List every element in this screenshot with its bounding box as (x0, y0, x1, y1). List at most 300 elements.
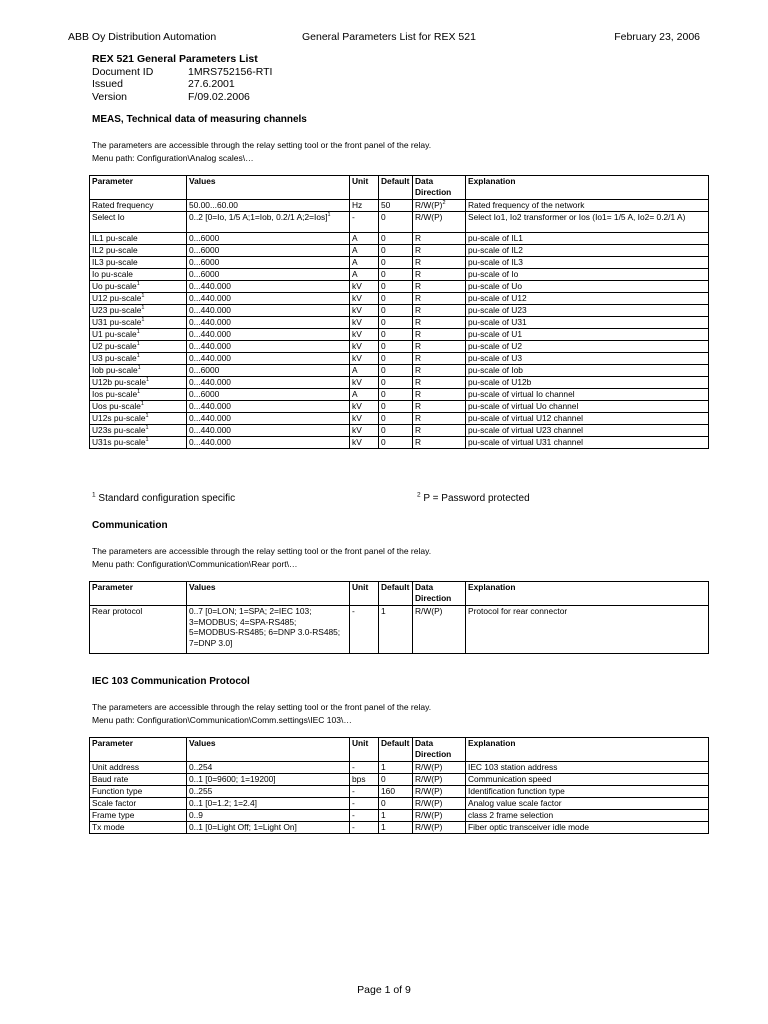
cell-default (379, 281, 413, 293)
column-header-line: Data (415, 582, 434, 592)
cell-parameter (90, 365, 187, 377)
cell-default (379, 786, 413, 798)
table-row (90, 786, 709, 798)
header-company: ABB Oy Distribution Automation (68, 31, 217, 43)
cell-unit (350, 798, 379, 810)
cell-default (379, 606, 413, 654)
cell-data-direction (413, 281, 466, 293)
footnote-mark: 1 (92, 491, 96, 499)
cell-values (187, 245, 350, 257)
cell-default-text: 0 (381, 413, 386, 423)
cell-unit (350, 413, 379, 425)
cell-values-text: 0..1 [0=Light Off; 1=Light On] (189, 822, 297, 832)
meas-parameter-table (89, 175, 709, 449)
cell-default-text: 0 (381, 425, 386, 435)
cell-data-direction (413, 200, 466, 212)
cell-values (187, 774, 350, 786)
cell-unit (350, 377, 379, 389)
cell-default (379, 798, 413, 810)
cell-data-direction (413, 810, 466, 822)
column-header-line: Direction (415, 592, 452, 603)
cell-values (187, 317, 350, 329)
cell-parameter (90, 401, 187, 413)
cell-default (379, 317, 413, 329)
cell-unit (350, 200, 379, 212)
cell-data-direction (413, 606, 466, 654)
footnote-ref: 2 (442, 200, 446, 207)
cell-parameter-text: U31s pu-scale (92, 437, 146, 447)
cell-data-direction-text: R (415, 401, 422, 411)
cell-data-direction (413, 774, 466, 786)
footnote-text: P = Password protected (420, 493, 530, 504)
cell-explanation-text: pu-scale of virtual U23 channel (468, 425, 583, 435)
cell-unit-text: - (352, 212, 355, 222)
cell-explanation-text: pu-scale of U31 (468, 317, 527, 327)
cell-parameter (90, 212, 187, 233)
cell-values (187, 413, 350, 425)
cell-parameter (90, 606, 187, 654)
cell-parameter-text: Iob pu-scale (92, 365, 138, 375)
column-header-parameter: Parameter (90, 738, 187, 762)
menu-path: Menu path: Configuration\Communication\Comm.settings\IEC 103\… (92, 714, 352, 725)
cell-explanation-text: pu-scale of IL2 (468, 245, 523, 255)
column-header-unit: Unit (350, 738, 379, 762)
cell-unit-text: Hz (352, 200, 363, 210)
cell-data-direction (413, 305, 466, 317)
cell-unit (350, 269, 379, 281)
column-header-values: Values (187, 582, 350, 606)
cell-parameter (90, 413, 187, 425)
cell-default-text: 0 (381, 365, 386, 375)
cell-parameter (90, 257, 187, 269)
cell-explanation (466, 377, 709, 389)
cell-values (187, 353, 350, 365)
cell-unit (350, 389, 379, 401)
cell-unit-text: kV (352, 281, 362, 291)
cell-default (379, 200, 413, 212)
cell-default-text: 0 (381, 341, 386, 351)
cell-default (379, 329, 413, 341)
cell-default-text: 0 (381, 233, 386, 243)
cell-data-direction (413, 389, 466, 401)
cell-data-direction-text: R (415, 245, 422, 255)
cell-data-direction (413, 257, 466, 269)
table-row (90, 774, 709, 786)
cell-explanation (466, 257, 709, 269)
cell-explanation (466, 389, 709, 401)
table-row (90, 606, 709, 654)
cell-data-direction (413, 798, 466, 810)
cell-values (187, 293, 350, 305)
cell-explanation (466, 341, 709, 353)
cell-data-direction-text: R (415, 329, 422, 339)
cell-parameter (90, 377, 187, 389)
intro-line: The parameters are accessible through the relay setting tool or the front panel of the relay. (92, 546, 432, 556)
cell-unit-text: - (352, 606, 355, 616)
cell-values-text: 0...6000 (189, 245, 220, 255)
cell-data-direction-text: R (415, 425, 422, 435)
cell-explanation-text: Rated frequency of the network (468, 200, 585, 210)
footnote-password (417, 493, 530, 504)
cell-unit-text: kV (352, 353, 362, 363)
cell-default (379, 365, 413, 377)
cell-unit-text: A (352, 257, 358, 267)
cell-data-direction-text: R/W(P) (415, 606, 443, 616)
cell-unit-text: - (352, 762, 355, 772)
cell-data-direction (413, 762, 466, 774)
cell-explanation-text: Select Io1, Io2 transformer or Ios (Io1= 1/5 A, Io2= 0.2/1 A) (468, 212, 686, 222)
table-row (90, 200, 709, 212)
section-intro-meas (92, 139, 431, 164)
cell-explanation (466, 437, 709, 449)
column-header-line: Data (415, 176, 434, 186)
doc-info-row-issued (92, 78, 258, 91)
cell-explanation-text: pu-scale of U1 (468, 329, 522, 339)
column-header-explanation: Explanation (466, 738, 709, 762)
cell-data-direction (413, 437, 466, 449)
table-row (90, 401, 709, 413)
cell-unit-text: A (352, 269, 358, 279)
cell-values-text: 0...440.000 (189, 305, 231, 315)
header-document-name: General Parameters List for REX 521 (302, 31, 476, 43)
footnote-mark: 2 (417, 491, 421, 499)
table-row (90, 317, 709, 329)
cell-parameter-text: U23 pu-scale (92, 305, 142, 315)
cell-default-text: 0 (381, 317, 386, 327)
cell-default (379, 401, 413, 413)
section-title-iec103: IEC 103 Communication Protocol (92, 676, 250, 687)
cell-unit (350, 293, 379, 305)
column-header-data-direction (413, 738, 466, 762)
cell-default-text: 1 (381, 822, 386, 832)
cell-unit (350, 762, 379, 774)
cell-data-direction-text: R (415, 281, 422, 291)
cell-unit (350, 329, 379, 341)
cell-values-text: 0...6000 (189, 257, 220, 267)
section-intro-iec103 (92, 701, 431, 726)
cell-values-text: 0...440.000 (189, 281, 231, 291)
cell-explanation-text: pu-scale of Io (468, 269, 519, 279)
cell-data-direction-text: R (415, 377, 422, 387)
cell-values (187, 606, 350, 654)
cell-parameter (90, 762, 187, 774)
cell-default-text: 0 (381, 329, 386, 339)
cell-unit-text: - (352, 798, 355, 808)
cell-data-direction-text: R (415, 341, 422, 351)
cell-values-text: 0..1 [0=1.2; 1=2.4] (189, 798, 257, 808)
cell-explanation-text: pu-scale of U23 (468, 305, 527, 315)
cell-explanation-text: pu-scale of IL3 (468, 257, 523, 267)
cell-values (187, 212, 350, 233)
cell-explanation-text: pu-scale of virtual U31 channel (468, 437, 583, 447)
cell-values-text: 0...6000 (189, 269, 220, 279)
cell-default (379, 437, 413, 449)
table-row (90, 329, 709, 341)
cell-default (379, 762, 413, 774)
cell-parameter (90, 200, 187, 212)
column-header-default: Default (379, 582, 413, 606)
cell-data-direction-text: R/W(P) (415, 798, 443, 808)
column-header-parameter: Parameter (90, 176, 187, 200)
table-row (90, 798, 709, 810)
document-info (92, 53, 273, 103)
iec103-parameter-table (89, 737, 709, 834)
cell-data-direction-text: R/W(P) (415, 762, 443, 772)
cell-data-direction (413, 329, 466, 341)
cell-data-direction (413, 317, 466, 329)
cell-unit-text: kV (352, 413, 362, 423)
cell-unit (350, 353, 379, 365)
cell-values-text: 0...440.000 (189, 353, 231, 363)
cell-data-direction-text: R/W(P) (415, 786, 443, 796)
cell-values-text: 0...440.000 (189, 317, 231, 327)
table-header-row (90, 738, 709, 762)
cell-data-direction-text: R (415, 353, 422, 363)
cell-data-direction-text: R/W(P) (415, 810, 443, 820)
cell-values (187, 365, 350, 377)
cell-default (379, 774, 413, 786)
table-row (90, 353, 709, 365)
cell-default-text: 0 (381, 293, 386, 303)
cell-values-text: 50.00...60.00 (189, 200, 238, 210)
column-header-parameter: Parameter (90, 582, 187, 606)
cell-parameter-text: IL2 pu-scale (92, 245, 138, 255)
cell-unit (350, 257, 379, 269)
section-title-meas: MEAS, Technical data of measuring channels (92, 114, 307, 125)
cell-explanation (466, 786, 709, 798)
cell-parameter (90, 437, 187, 449)
cell-explanation (466, 245, 709, 257)
cell-data-direction-text: R (415, 257, 422, 267)
column-header-unit: Unit (350, 582, 379, 606)
cell-unit (350, 401, 379, 413)
cell-data-direction-text: R/W(P) (415, 200, 443, 210)
doc-info-key: Version (92, 90, 128, 103)
cell-explanation (466, 762, 709, 774)
cell-data-direction-text: R (415, 305, 422, 315)
cell-default-text: 0 (381, 353, 386, 363)
footnote-ref: 1 (136, 341, 140, 348)
cell-unit-text: kV (352, 305, 362, 315)
table-row (90, 377, 709, 389)
cell-explanation (466, 774, 709, 786)
column-header-data-direction (413, 582, 466, 606)
cell-values (187, 798, 350, 810)
cell-parameter (90, 822, 187, 834)
cell-default-text: 50 (381, 200, 391, 210)
cell-data-direction-text: R (415, 389, 422, 399)
cell-unit-text: A (352, 389, 358, 399)
cell-data-direction-text: R (415, 317, 422, 327)
cell-data-direction-text: R (415, 233, 422, 243)
cell-data-direction (413, 401, 466, 413)
cell-default-text: 0 (381, 437, 386, 447)
cell-data-direction (413, 425, 466, 437)
cell-unit-text: kV (352, 377, 362, 387)
cell-default (379, 341, 413, 353)
cell-data-direction-text: R/W(P) (415, 212, 443, 222)
footnote-text: Standard configuration specific (95, 493, 236, 504)
table-row (90, 281, 709, 293)
communication-parameter-table (89, 581, 709, 654)
cell-values (187, 401, 350, 413)
footnote-ref: 1 (145, 413, 149, 420)
cell-values (187, 329, 350, 341)
footnote-ref: 1 (137, 365, 141, 372)
cell-values (187, 786, 350, 798)
cell-parameter (90, 341, 187, 353)
document-title: REX 521 General Parameters List (92, 53, 258, 65)
section-intro-communication (92, 545, 431, 570)
cell-data-direction-text: R (415, 437, 422, 447)
footnote-standard-config (92, 493, 235, 504)
cell-values-text: 0..9 (189, 810, 203, 820)
cell-values-text: 0...440.000 (189, 377, 231, 387)
cell-parameter (90, 329, 187, 341)
cell-default (379, 305, 413, 317)
cell-explanation (466, 317, 709, 329)
cell-default-text: 1 (381, 810, 386, 820)
table-row (90, 437, 709, 449)
cell-data-direction-text: R (415, 365, 422, 375)
cell-values-text: 0...440.000 (189, 293, 231, 303)
footnote-ref: 1 (145, 425, 149, 432)
cell-explanation-text: pu-scale of U12 (468, 293, 527, 303)
cell-parameter-text: U31 pu-scale (92, 317, 142, 327)
cell-values (187, 377, 350, 389)
cell-parameter-text: Select Io (92, 212, 125, 222)
cell-unit (350, 233, 379, 245)
cell-explanation-text: pu-scale of U12b (468, 377, 532, 387)
column-header-explanation: Explanation (466, 582, 709, 606)
cell-unit (350, 774, 379, 786)
cell-values-text: 0...440.000 (189, 401, 231, 411)
cell-explanation (466, 293, 709, 305)
cell-parameter (90, 317, 187, 329)
cell-unit (350, 425, 379, 437)
cell-data-direction-text: R/W(P) (415, 822, 443, 832)
cell-data-direction (413, 786, 466, 798)
cell-explanation (466, 212, 709, 233)
cell-parameter (90, 269, 187, 281)
cell-unit-text: kV (352, 341, 362, 351)
cell-unit (350, 437, 379, 449)
cell-default-text: 0 (381, 281, 386, 291)
cell-values (187, 437, 350, 449)
cell-parameter (90, 353, 187, 365)
cell-parameter-text: Scale factor (92, 798, 137, 808)
cell-parameter (90, 305, 187, 317)
cell-explanation-text: pu-scale of U3 (468, 353, 522, 363)
column-header-data-direction (413, 176, 466, 200)
cell-default (379, 810, 413, 822)
cell-values-text: 0...440.000 (189, 329, 231, 339)
cell-unit (350, 786, 379, 798)
cell-default-text: 160 (381, 786, 395, 796)
cell-data-direction-text: R (415, 269, 422, 279)
cell-explanation-text: pu-scale of U2 (468, 341, 522, 351)
cell-parameter (90, 389, 187, 401)
footnote-ref: 1 (136, 281, 140, 288)
cell-default-text: 0 (381, 212, 386, 222)
cell-explanation-text: pu-scale of Iob (468, 365, 523, 375)
footnote-ref: 1 (140, 401, 144, 408)
cell-explanation (466, 365, 709, 377)
page-number: Page 1 of 9 (357, 984, 411, 996)
cell-data-direction (413, 212, 466, 233)
column-header-default: Default (379, 738, 413, 762)
cell-unit-text: A (352, 245, 358, 255)
cell-unit-text: - (352, 786, 355, 796)
cell-unit (350, 245, 379, 257)
cell-data-direction-text: R (415, 293, 422, 303)
cell-parameter (90, 786, 187, 798)
cell-parameter (90, 293, 187, 305)
cell-explanation (466, 606, 709, 654)
cell-default (379, 413, 413, 425)
cell-values-text: 0...440.000 (189, 413, 231, 423)
column-header-values: Values (187, 738, 350, 762)
cell-parameter-text: Rear protocol (92, 606, 143, 616)
cell-explanation-text: pu-scale of IL1 (468, 233, 523, 243)
cell-values (187, 822, 350, 834)
cell-default (379, 377, 413, 389)
cell-parameter-text: IL1 pu-scale (92, 233, 138, 243)
cell-values (187, 233, 350, 245)
cell-data-direction (413, 413, 466, 425)
cell-parameter-text: U2 pu-scale (92, 341, 137, 351)
table-row (90, 425, 709, 437)
footnote-ref: 1 (137, 389, 141, 396)
cell-explanation (466, 329, 709, 341)
footnote-ref: 1 (145, 437, 149, 444)
cell-values (187, 425, 350, 437)
cell-data-direction (413, 822, 466, 834)
cell-unit-text: A (352, 233, 358, 243)
cell-parameter-text: Io pu-scale (92, 269, 133, 279)
cell-values (187, 200, 350, 212)
cell-parameter-text: Ios pu-scale (92, 389, 138, 399)
table-row (90, 245, 709, 257)
cell-unit (350, 810, 379, 822)
cell-values-text: 0..255 (189, 786, 213, 796)
cell-data-direction (413, 293, 466, 305)
cell-parameter (90, 774, 187, 786)
column-header-explanation: Explanation (466, 176, 709, 200)
cell-data-direction (413, 353, 466, 365)
cell-parameter (90, 233, 187, 245)
table-row (90, 365, 709, 377)
cell-explanation-text: Identification function type (468, 786, 565, 796)
cell-default (379, 257, 413, 269)
cell-data-direction (413, 377, 466, 389)
cell-explanation (466, 353, 709, 365)
cell-data-direction (413, 269, 466, 281)
cell-parameter (90, 281, 187, 293)
cell-default-text: 0 (381, 269, 386, 279)
cell-explanation (466, 810, 709, 822)
cell-explanation (466, 200, 709, 212)
cell-values (187, 341, 350, 353)
menu-path: Menu path: Configuration\Communication\Rear port\… (92, 558, 298, 569)
cell-parameter-text: Rated frequency (92, 200, 154, 210)
footnote-ref: 1 (141, 293, 145, 300)
cell-data-direction (413, 365, 466, 377)
cell-explanation (466, 425, 709, 437)
footnote-ref: 1 (141, 317, 145, 324)
cell-parameter-text: U12 pu-scale (92, 293, 142, 303)
cell-default (379, 389, 413, 401)
